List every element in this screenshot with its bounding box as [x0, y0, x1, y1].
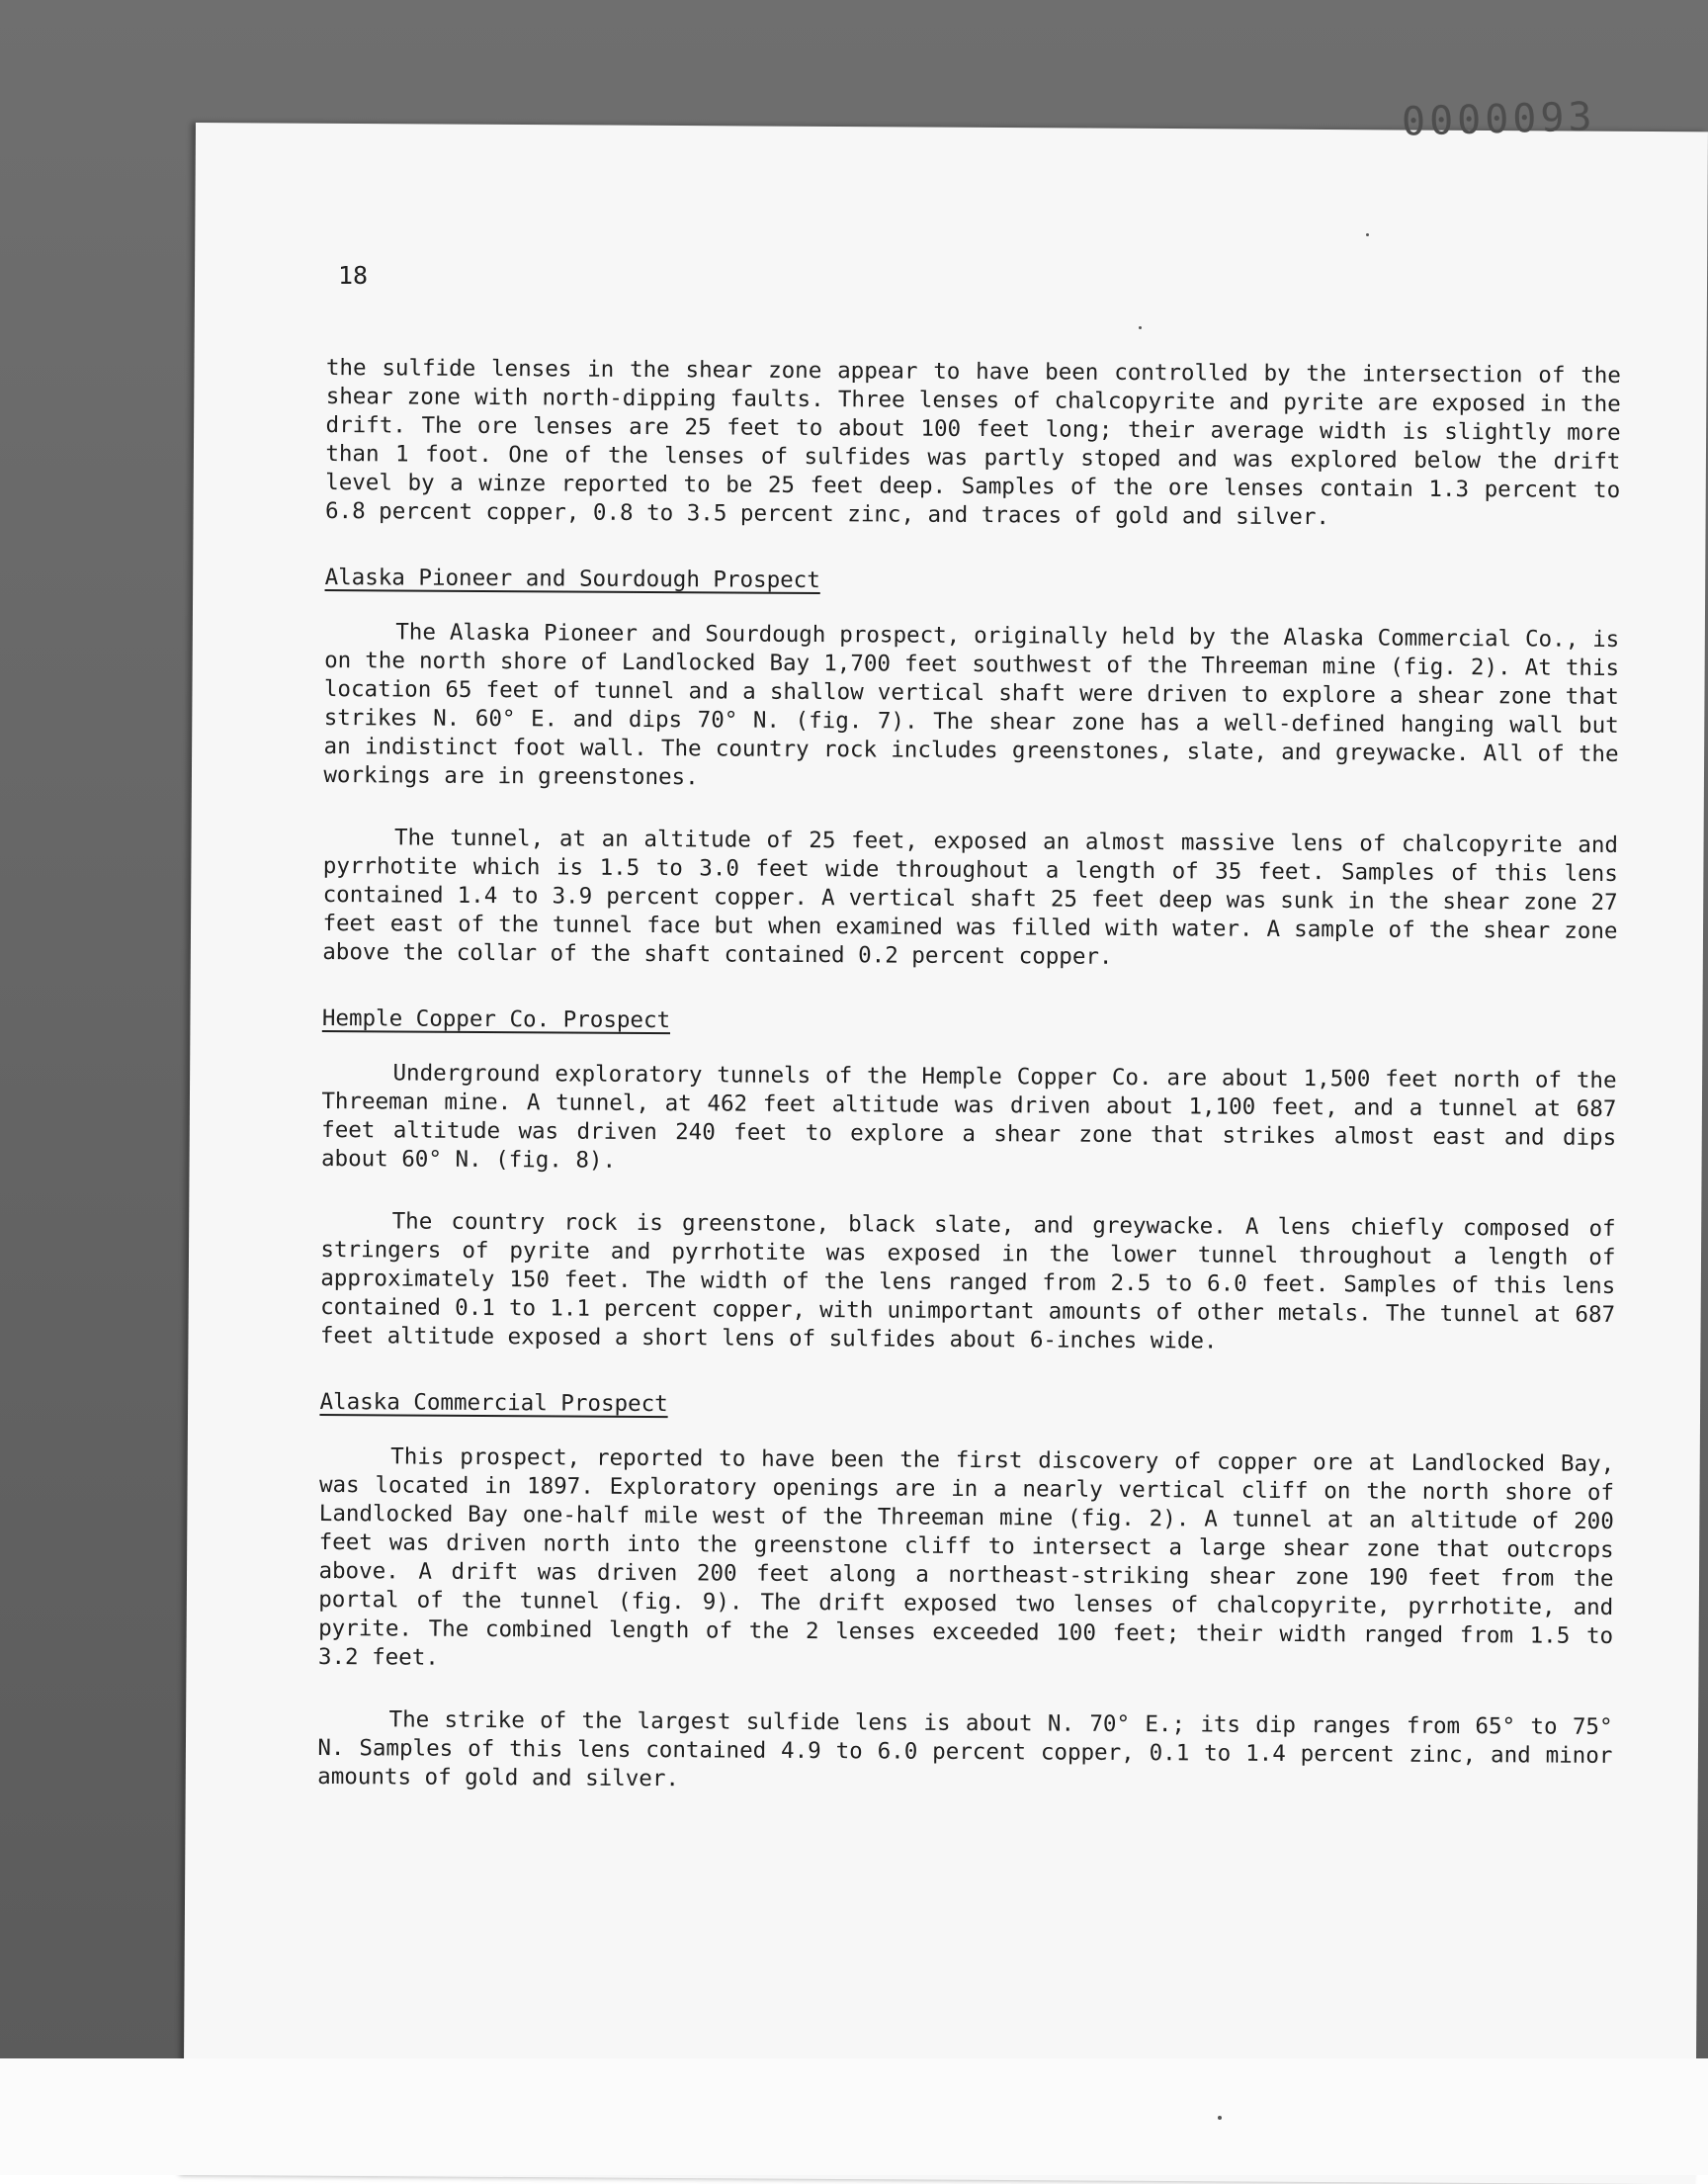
- paragraph: the sulfide lenses in the shear zone appear to have been controlled by the intersection of the shear zone with north-dipping faults. Three lenses of chalcopyrite and pyrite are exposed in the drift. The ore lenses are 25 feet to about 100 feet long; their average width is slightly more than 1 foot. One of the lenses of sulfides was partly stoped and was explored below the drift level by a winze reported to be 25 feet deep. Samples of the ore lenses contain 1.3 percent to 6.8 percent copper, 0.8 to 3.5 percent zinc, and traces of gold and silver.: [324, 354, 1621, 531]
- paragraph: The strike of the largest sulfide lens is about N. 70° E.; its dip ranges from 65° to 75° N. Samples of this lens contained 4.9 to 6.0 percent copper, 0.1 to 1.4 percent zinc, and minor amounts of gold and silver.: [317, 1706, 1613, 1792]
- document-stamp-number: 0000093: [1401, 94, 1597, 145]
- section-alaska-commercial: [317, 1384, 1614, 1799]
- paragraph: The tunnel, at an altitude of 25 feet, exposed an almost massive lens of chalcopyrite and pyrrhotite which is 1.5 to 3.0 feet wide throughout a length of 35 feet. Samples of this lens contained 1.4 to 3.9 percent copper. A vertical shaft 25 feet deep was sunk in the shear zone 27 feet east of the tunnel face but when examined was filled with water. A sample of the shear zone above the collar of the shaft contained 0.2 percent copper.: [322, 825, 1619, 970]
- scan-speck: [1366, 233, 1369, 236]
- page-number: 18: [338, 261, 369, 290]
- paragraph: Underground exploratory tunnels of the Hemple Copper Co. are about 1,500 feet north of the Threeman mine. A tunnel, at 462 feet altitude was driven about 1,100 feet, and a tunnel at 687 feet altitude was driven 240 feet to explore a shear zone that strikes almost east and dips about 60° N. (fig. 8).: [320, 1060, 1617, 1174]
- document-body: [317, 354, 1621, 1833]
- paragraph: The country rock is greenstone, black slate, and greywacke. A lens chiefly composed of stringers of pyrite and pyrrhotite was exposed in the lower tunnel throughout a length of approximately 150 feet. The width of the lens ranged from 2.5 to 6.0 feet. Samples of this lens contained 0.1 to 1.1 percent copper, with unimportant amounts of other metals. The tunnel at 687 feet altitude exposed a short lens of sulfides about 6-inches wide.: [319, 1208, 1616, 1354]
- scan-speck: [1139, 326, 1142, 329]
- section-heading: Alaska Commercial Prospect: [319, 1388, 668, 1418]
- section-heading: Hemple Copper Co. Prospect: [321, 1005, 671, 1034]
- section-alaska-pioneer: [322, 560, 1619, 975]
- scan-speck: [1218, 2116, 1222, 2120]
- paragraph: The Alaska Pioneer and Sourdough prospect, originally held by the Alaska Commercial Co., is on the north shore of Landlocked Bay 1,700 feet southwest of the Threeman mine (fig. 2). At this location 65 feet of tunnel and a shallow vertical shaft were driven to explore a shear zone that strikes N. 60° E. and dips 70° N. (fig. 7). The shear zone has a well-defined hanging wall but an indistinct foot wall. The country rock includes greenstones, slate, and greywacke. All of the workings are in greenstones.: [323, 619, 1620, 791]
- scan-bottom-margin: [0, 2058, 1708, 2175]
- section-heading: Alaska Pioneer and Sourdough Prospect: [324, 564, 820, 594]
- section-hemple-copper: [320, 1001, 1617, 1358]
- paragraph: This prospect, reported to have been the first discovery of copper ore at Landlocked Bay, was located in 1897. Exploratory openings are in a nearly vertical cliff on the north shore of Landlocked Bay one-half mile west of the Threeman mine (fig. 2). A tunnel at an altitude of 200 feet was driven north into the greenstone cliff to intersect a large shear zone that outcrops above. A drift was driven 200 feet along a northeast-striking shear zone 190 feet from the portal of the tunnel (fig. 9). The drift exposed two lenses of chalcopyrite, pyrrhotite, and pyrite. The combined length of the 2 lenses exceeded 100 feet; their width ranged from 1.5 to 3.2 feet.: [317, 1443, 1615, 1671]
